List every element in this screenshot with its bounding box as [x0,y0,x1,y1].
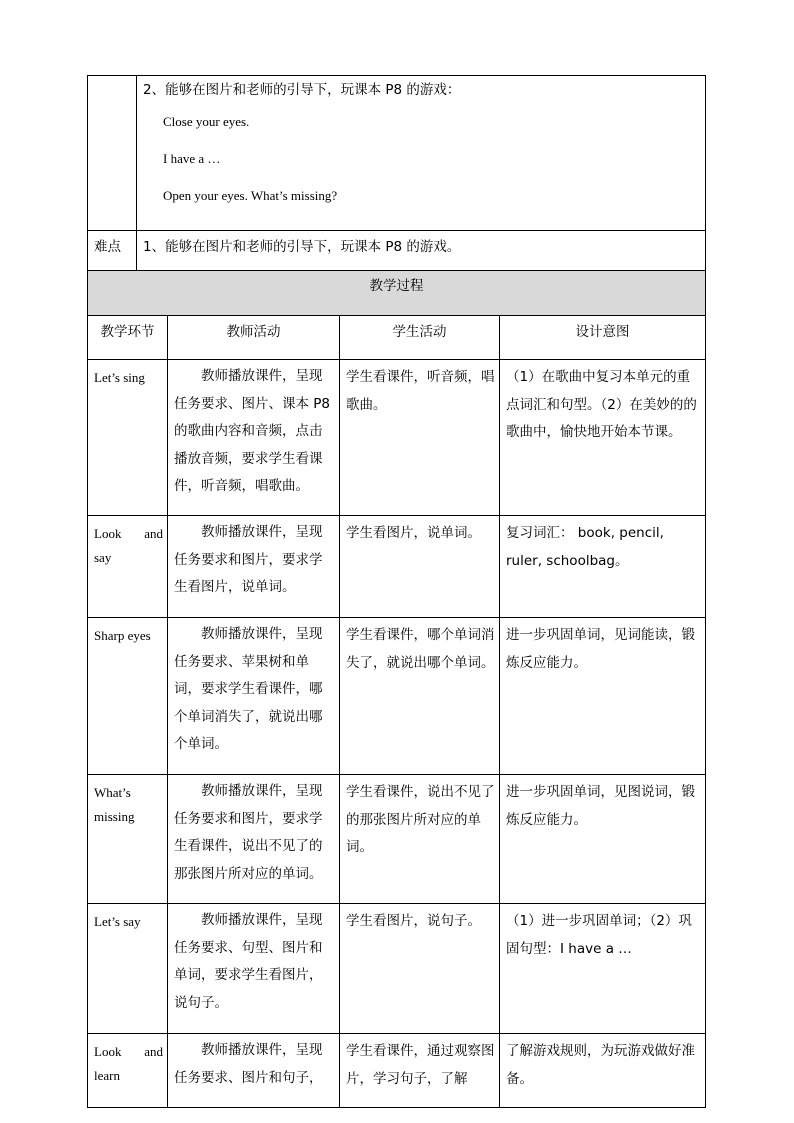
stage-cell: Let’s say [88,904,168,1034]
difficulty-label: 难点 [88,231,137,275]
stage-word: Look [94,526,122,541]
stage-cell [88,775,168,904]
teacher-activity: 教师播放课件，呈现任务要求、苹果树和单词，要求学生看课件，哪个单词消失了，就说出哪个单词。 [168,618,340,775]
design-intent: （1）进一步巩固单词；（2）巩固句型：I have a … [500,904,706,1034]
stage-cell: Sharp eyes [88,618,168,775]
game-line: I have a … [163,151,221,166]
stage-word: and [144,1044,163,1059]
table-row [88,1034,706,1108]
table-row [88,904,706,1034]
design-intent: （1）在歌曲中复习本单元的重点词汇和句型。（2）在美妙的的歌曲中，愉快地开始本节课。 [500,360,706,516]
teacher-activity: 教师播放课件，呈现任务要求和图片，要求学生看课件，说出不见了的那张图片所对应的单词。 [168,775,340,904]
student-activity: 学生看图片，说单词。 [340,516,500,618]
teacher-activity: 教师播放课件，呈现任务要求、图片、课本 P8 的歌曲内容和音频，点击播放音频，要求学生看课件，听音频，唱歌曲。 [168,360,340,516]
objectives-label-cell [88,76,137,231]
table-row [88,516,706,618]
teacher-activity: 教师播放课件，呈现任务要求、句型、图片和单词，要求学生看图片，说句子。 [168,904,340,1034]
student-activity: 学生看课件，哪个单词消失了，就说出哪个单词。 [340,618,500,775]
stage-cell: Let’s sing [88,360,168,516]
teacher-activity: 教师播放课件，呈现任务要求和图片，要求学生看图片，说单词。 [168,516,340,618]
stage-word: and [144,526,163,541]
game-line: Close your eyes. [163,114,250,129]
stage-word: Look [94,1044,122,1059]
difficulty-text: 1、能够在图片和老师的引导下，玩课本 P8 的游戏。 [137,231,706,275]
objectives-content-cell [137,76,706,231]
stage-word: missing [94,809,135,824]
design-intent: 进一步巩固单词，见词能读，锻炼反应能力。 [500,618,706,775]
teacher-activity: 教师播放课件，呈现任务要求、图片和句子， [168,1034,340,1108]
table-row [88,775,706,904]
process-title: 教学过程 [88,271,706,316]
student-activity: 学生看图片，说句子。 [340,904,500,1034]
teaching-process-table [87,270,706,1108]
game-lines [137,99,705,224]
objective-item-2: 2、能够在图片和老师的引导下，玩课本 P8 的游戏： [143,82,461,98]
stage-cell [88,1034,168,1108]
column-header: 教学环节 [88,316,168,360]
table-row [88,360,706,516]
student-activity: 学生看课件，通过观察图片，学习句子，了解 [340,1034,500,1108]
game-line: Open your eyes. What’s missing? [163,188,338,203]
design-intent: 了解游戏规则，为玩游戏做好准备。 [500,1034,706,1108]
student-activity: 学生看课件，说出不见了的那张图片所对应的单词。 [340,775,500,904]
column-header: 教师活动 [168,316,340,360]
design-intent: 进一步巩固单词，见图说词，锻炼反应能力。 [500,775,706,904]
design-intent: 复习词汇： book, pencil, ruler, schoolbag。 [500,516,706,618]
objectives-table [87,75,706,275]
column-header: 学生活动 [340,316,500,360]
stage-cell [88,516,168,618]
table-row [88,618,706,775]
stage-word: What’s [94,785,131,800]
stage-word: learn [94,1068,120,1083]
student-activity: 学生看课件，听音频，唱歌曲。 [340,360,500,516]
stage-word: say [94,550,112,565]
column-header: 设计意图 [500,316,706,360]
